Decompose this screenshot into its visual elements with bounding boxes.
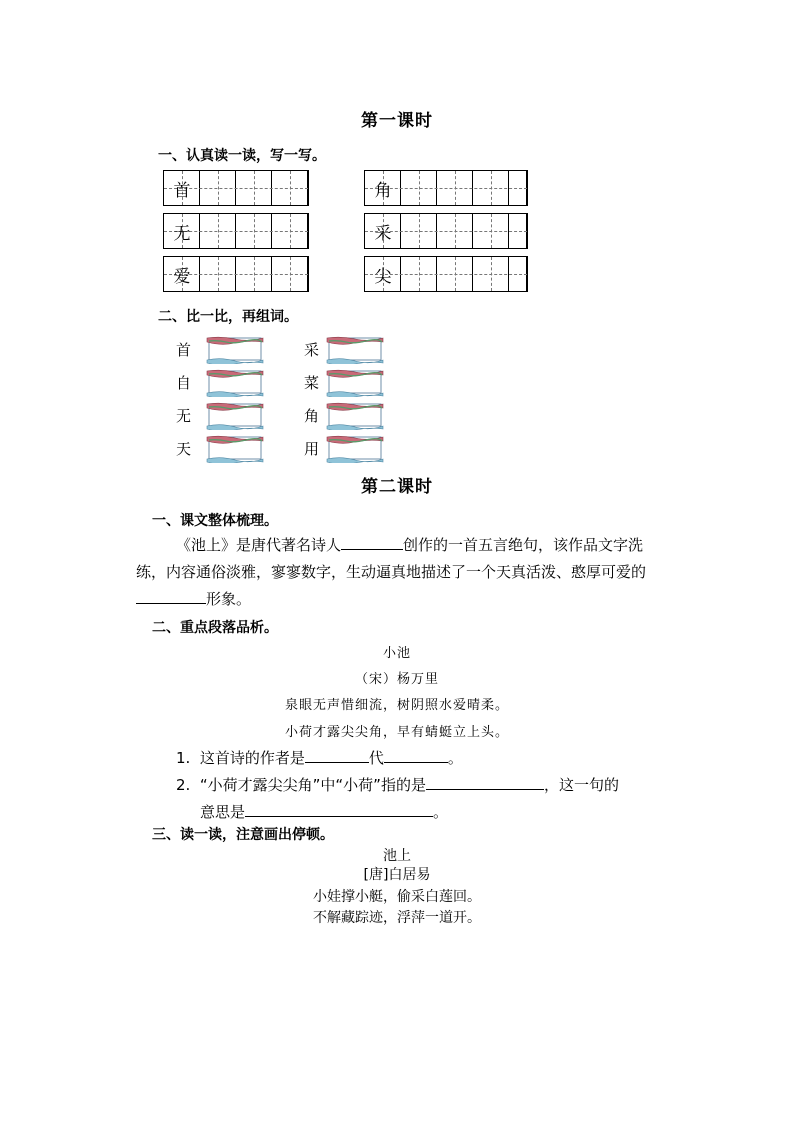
question-text: 。 — [433, 803, 449, 821]
poem2-line1[interactable]: 小娃撑小艇，偷采白莲回。 — [313, 889, 481, 905]
word-fill-box[interactable] — [206, 435, 264, 463]
poet-blank[interactable] — [341, 533, 403, 550]
word-fill-box[interactable] — [206, 369, 264, 397]
question-number: 2. — [176, 776, 191, 794]
lesson2-title: 第二课时 — [361, 477, 433, 497]
question-2-line2 — [200, 799, 448, 826]
compare-char: 菜 — [304, 374, 320, 392]
lesson2-section2-heading: 二、重点段落品析。 — [152, 620, 278, 636]
question-2 — [176, 772, 619, 799]
compare-char: 采 — [304, 341, 320, 359]
writing-grid[interactable] — [364, 213, 528, 249]
lesson1-section2-heading: 二、比一比，再组词。 — [158, 309, 298, 325]
question-text: 。 — [447, 749, 463, 767]
grid-char: 首 — [173, 180, 191, 201]
dynasty-blank[interactable] — [305, 746, 369, 763]
compare-char: 角 — [304, 407, 320, 425]
word-fill-box[interactable] — [326, 336, 384, 364]
poem2-line2[interactable]: 不解藏踪迹，浮萍一道开。 — [313, 910, 481, 926]
grid-char: 爱 — [173, 266, 191, 287]
writing-grid[interactable] — [364, 256, 528, 292]
question-number: 1. — [176, 749, 191, 767]
summary-line-2: 练，内容通俗淡雅，寥寥数字，生动逼真地描述了一个天真活泼、憨厚可爱的 — [136, 563, 647, 581]
writing-grid[interactable] — [163, 213, 309, 249]
word-fill-box[interactable] — [326, 402, 384, 430]
grid-char: 角 — [374, 180, 392, 201]
lesson1-section1-heading: 一、认真读一读，写一写。 — [158, 148, 326, 164]
author-blank[interactable] — [384, 746, 448, 763]
lesson2-section1-heading: 一、课文整体梳理。 — [152, 513, 278, 529]
question-1 — [176, 745, 463, 772]
grid-char: 尖 — [374, 266, 392, 287]
poem1-author: （宋）杨万里 — [354, 672, 439, 687]
poem2-title: 池上 — [383, 848, 411, 864]
lesson1-title: 第一课时 — [361, 111, 433, 131]
word-fill-box[interactable] — [206, 402, 264, 430]
compare-char: 无 — [176, 407, 192, 425]
compare-char: 用 — [304, 440, 320, 458]
word-fill-box[interactable] — [326, 435, 384, 463]
question-text: ，这一句的 — [543, 776, 619, 794]
poem2-author: [唐]白居易 — [363, 867, 431, 883]
compare-char: 天 — [176, 440, 192, 458]
word-fill-box[interactable] — [326, 369, 384, 397]
question-text: “小荷才露尖尖角”中“小荷”指的是 — [199, 776, 426, 794]
grid-char: 采 — [374, 223, 392, 244]
summary-text: 创作的一首五言绝句，该作品文字洗 — [403, 536, 644, 554]
writing-grid[interactable] — [163, 170, 309, 206]
poem1-line1: 泉眼无声惜细流，树阴照水爱晴柔。 — [284, 698, 509, 713]
question-text: 这首诗的作者是 — [199, 749, 305, 767]
writing-grid[interactable] — [364, 170, 528, 206]
poem1-title: 小池 — [382, 646, 411, 661]
lesson2-section3-heading: 三、读一读，注意画出停顿。 — [152, 827, 334, 843]
compare-char: 自 — [176, 374, 192, 392]
question-text: 意思是 — [200, 803, 246, 821]
meaning-blank[interactable] — [245, 800, 433, 817]
summary-text: 《池上》是唐代著名诗人 — [176, 536, 342, 554]
word-fill-box[interactable] — [206, 336, 264, 364]
summary-text: 形象。 — [206, 590, 252, 608]
grid-char: 无 — [173, 223, 191, 244]
question-text: 代 — [368, 749, 384, 767]
poem1-line2: 小荷才露尖尖角，早有蜻蜓立上头。 — [284, 725, 509, 740]
compare-char: 首 — [176, 341, 192, 359]
writing-grid[interactable] — [163, 256, 309, 292]
image-blank[interactable] — [136, 587, 206, 604]
summary-line-1 — [176, 532, 643, 559]
xiaohe-blank[interactable] — [426, 773, 544, 790]
summary-line-3 — [136, 586, 251, 613]
